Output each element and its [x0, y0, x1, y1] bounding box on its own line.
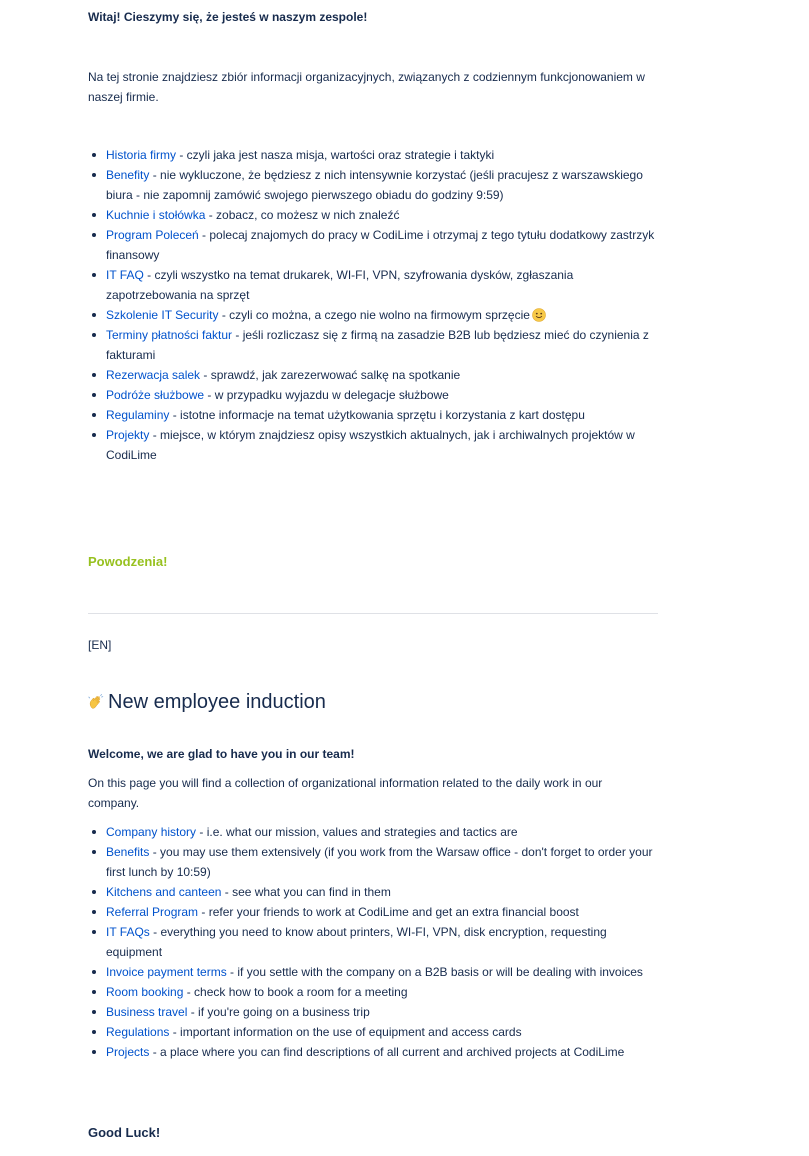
- list-item: [88, 225, 658, 265]
- list-item-desc: - czyli co można, a czego nie wolno na firmowym sprzęcie: [218, 308, 530, 322]
- list-item: [88, 922, 658, 962]
- list-item: [88, 365, 658, 385]
- link-historia-firmy[interactable]: Historia firmy: [106, 148, 177, 162]
- slightly-smiling-face-icon: [532, 308, 546, 322]
- pl-intro: Na tej stronie znajdziesz zbiór informacji organizacyjnych, związanych z codziennym funkcjonowaniem w naszej firmie.: [88, 70, 645, 104]
- link-regulations[interactable]: Regulations: [106, 1025, 170, 1039]
- list-item-desc: - if you settle with the company on a B2B basis or will be dealing with invoices: [226, 965, 643, 979]
- list-item: [88, 1042, 658, 1062]
- link-program-polecen[interactable]: Program Poleceń: [106, 228, 199, 242]
- en-welcome: Welcome, we are glad to have you in our team!: [88, 747, 355, 761]
- list-item-desc: - w przypadku wyjazdu w delegacje służbowe: [204, 388, 449, 402]
- list-item-desc: - a place where you can find descriptions of all current and archived projects at CodiLime: [149, 1045, 625, 1059]
- link-projects[interactable]: Projects: [106, 1045, 150, 1059]
- link-it-faqs[interactable]: IT FAQs: [106, 925, 150, 939]
- link-projekty[interactable]: Projekty: [106, 428, 150, 442]
- list-item-desc: - i.e. what our mission, values and strategies and tactics are: [196, 825, 518, 839]
- list-item-desc: - sprawdź, jak zarezerwować salkę na spotkanie: [200, 368, 461, 382]
- link-terminy-platnosci[interactable]: Terminy płatności faktur: [106, 328, 233, 342]
- page-heading-text: New employee induction: [108, 691, 326, 713]
- list-item-desc: - if you're going on a business trip: [187, 1005, 370, 1019]
- list-item: [88, 1022, 658, 1042]
- list-item-desc: - jeśli rozliczasz się z firmą na zasadzie B2B lub będziesz mieć do czynienia z fakturami: [106, 328, 649, 362]
- list-item-desc: - polecaj znajomych do pracy w CodiLime i otrzymaj z tego tytułu dodatkowy zastrzyk finansowy: [106, 228, 655, 262]
- list-item: [88, 305, 658, 325]
- link-it-faq[interactable]: IT FAQ: [106, 268, 144, 282]
- link-room-booking[interactable]: Room booking: [106, 985, 184, 999]
- list-item: [88, 265, 658, 305]
- list-item: [88, 842, 658, 882]
- link-rezerwacja-salek[interactable]: Rezerwacja salek: [106, 368, 201, 382]
- list-item: [88, 325, 658, 365]
- list-item: [88, 165, 658, 205]
- link-benefits[interactable]: Benefits: [106, 845, 150, 859]
- list-item: [88, 902, 658, 922]
- link-kitchens-canteen[interactable]: Kitchens and canteen: [106, 885, 222, 899]
- link-business-travel[interactable]: Business travel: [106, 1005, 188, 1019]
- link-podroze-sluzbowe[interactable]: Podróże służbowe: [106, 388, 205, 402]
- list-item-desc: - zobacz, co możesz w nich znaleźć: [205, 208, 400, 222]
- list-item: [88, 145, 658, 165]
- list-item-desc: - important information on the use of equipment and access cards: [169, 1025, 522, 1039]
- list-item: [88, 425, 658, 465]
- waving-hand-icon: [88, 694, 104, 710]
- list-item-desc: - miejsce, w którym znajdziesz opisy wszystkich aktualnych, jak i archiwalnych projektów w CodiLime: [106, 428, 635, 462]
- page-heading: [88, 688, 326, 716]
- en-intro: On this page you will find a collection of organizational information related to the daily work in our company.: [88, 776, 603, 810]
- list-item: [88, 962, 658, 982]
- list-item-desc: - czyli jaka jest nasza misja, wartości oraz strategie i taktyki: [176, 148, 495, 162]
- list-item-desc: - nie wykluczone, że będziesz z nich intensywnie korzystać (jeśli pracujesz z warszawskiego biura - nie zapomnij zamówić swojego pierwszego obiadu do godziny 9:59): [106, 168, 643, 202]
- section-divider: [88, 613, 658, 614]
- link-kuchnie[interactable]: Kuchnie i stołówka: [106, 208, 206, 222]
- list-item: [88, 385, 658, 405]
- list-item: [88, 982, 658, 1002]
- link-benefity[interactable]: Benefity: [106, 168, 150, 182]
- list-item: [88, 882, 658, 902]
- link-invoice-payment-terms[interactable]: Invoice payment terms: [106, 965, 227, 979]
- link-company-history[interactable]: Company history: [106, 825, 197, 839]
- pl-link-list: [88, 145, 658, 465]
- list-item-desc: - everything you need to know about printers, WI-FI, VPN, disk encryption, requesting equipment: [106, 925, 607, 959]
- list-item-desc: - refer your friends to work at CodiLime and get an extra financial boost: [198, 905, 579, 919]
- list-item-desc: - see what you can find in them: [221, 885, 391, 899]
- pl-greeting: Witaj! Cieszymy się, że jesteś w naszym zespole!: [88, 10, 368, 24]
- en-link-list: [88, 822, 658, 1062]
- list-item-desc: - you may use them extensively (if you work from the Warsaw office - don't forget to order your first lunch by 10:59): [106, 845, 653, 879]
- list-item: [88, 822, 658, 842]
- list-item: [88, 405, 658, 425]
- pl-good-luck: Powodzenia!: [88, 554, 168, 569]
- list-item-desc: - czyli wszystko na temat drukarek, WI-FI, VPN, szyfrowania dysków, zgłaszania zapotrzebowania na sprzęt: [106, 268, 574, 302]
- list-item: [88, 1002, 658, 1022]
- link-szkolenie-it-security[interactable]: Szkolenie IT Security: [106, 308, 219, 322]
- link-regulaminy[interactable]: Regulaminy: [106, 408, 170, 422]
- language-tag: [EN]: [88, 638, 112, 652]
- list-item-desc: - istotne informacje na temat użytkowania sprzętu i korzystania z kart dostępu: [169, 408, 585, 422]
- list-item: [88, 205, 658, 225]
- en-good-luck: Good Luck!: [88, 1125, 161, 1140]
- link-referral-program[interactable]: Referral Program: [106, 905, 199, 919]
- list-item-desc: - check how to book a room for a meeting: [183, 985, 408, 999]
